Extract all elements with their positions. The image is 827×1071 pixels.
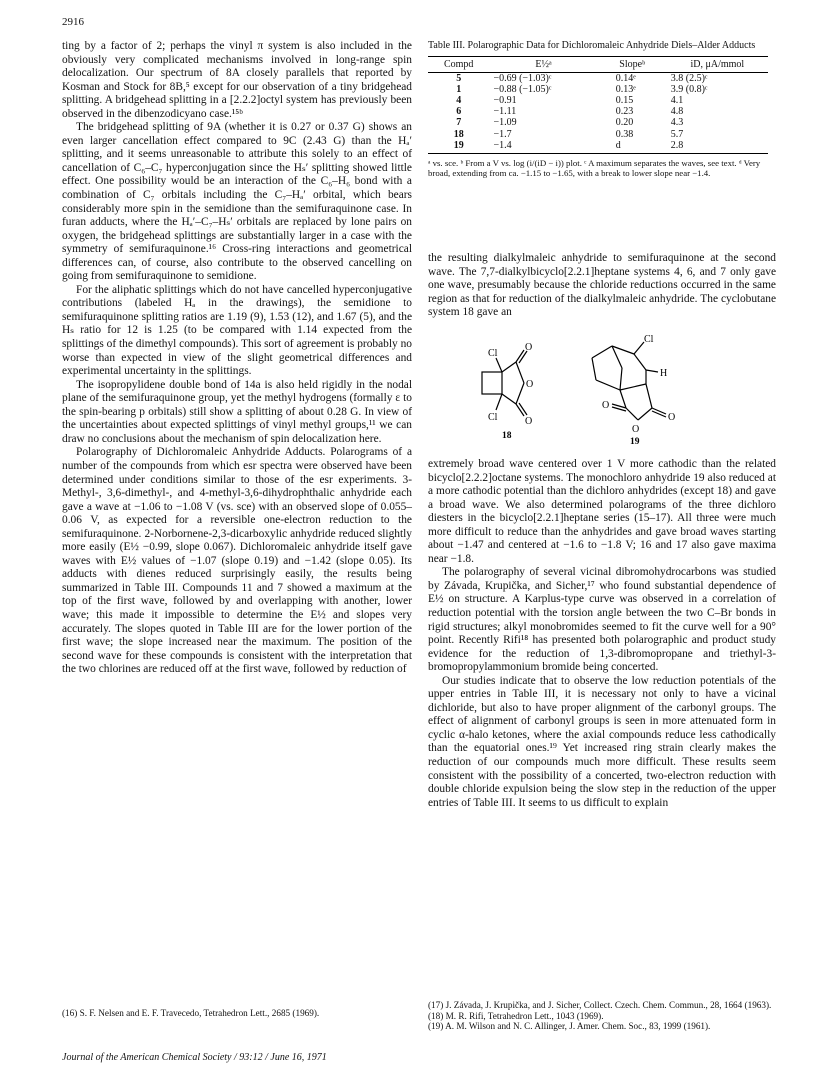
column-header: Slopeᵇ xyxy=(598,56,667,72)
atom-label: Cl xyxy=(644,334,654,345)
table-cell: 0.23 xyxy=(615,106,634,118)
atom-label: Cl xyxy=(488,348,498,359)
paragraph: the resulting dialkylmaleic anhydride to semifuraquinone at the second wave. The 7,7-dialkylbicyclo[2.2.1]heptane systems 4, 6, and 7 only gave one wave, presumably because the chloride reductions occurred in the same region as that for reduction of the dialkylmaleic anhydride. The cyclobutane system 18 gave an xyxy=(428,252,776,319)
table-cell: 7 xyxy=(456,117,462,129)
structure-label: 19 xyxy=(630,437,640,446)
structure-label: 18 xyxy=(502,431,512,440)
table-cell: 4.3 xyxy=(670,117,684,129)
table-cell: −1.7 xyxy=(493,128,512,140)
table-cell: 3.9 (0.8)ᶜ xyxy=(670,83,708,95)
table-cell: 19 xyxy=(428,140,489,154)
atom-label: H xyxy=(660,368,668,379)
atom-label: O xyxy=(632,424,640,435)
table-cell: d xyxy=(598,140,667,154)
table-cell: 2.8 xyxy=(667,140,768,154)
footnote-18: (18) M. R. Rifi, Tetrahedron Lett., 1043 (1969). xyxy=(428,1010,604,1021)
atom-label: Cl xyxy=(488,412,498,423)
table-cell: 3.8 (2.5)ᶜ xyxy=(670,72,708,84)
table-iii xyxy=(428,40,776,178)
table-cell: 0.15 xyxy=(615,94,634,106)
table-row xyxy=(428,72,768,84)
table-cell: 0.14ᵉ xyxy=(615,72,636,84)
atom-label: O xyxy=(525,416,533,427)
table-notes: ᵃ vs. sce. ᵇ From a V vs. log (i/(iD − i)) plot. ᶜ A maximum separates the waves, see text. ᵈ Very broad, extending from ca. −1.15 to −1.65, with a break to lower slope near −1.4. xyxy=(428,157,761,179)
paragraph: The bridgehead splitting of 9A (whether it is 0.27 or 0.37 G) shows an even larger cancellation effect compared to 9C (2.43 G) than the Hₐ′ splitting, and it seems unreasonable to attribute this solely to an effect of cancellation of C₆–C₇ hyperconjugation since the Hₛ′ splitting showed little effect. One possibility would be an interaction of the C₆–H₆ bond with a combination of C₇ orbitals including the C₇–Hₐ′ orbital, which bears considerably more spin in the semidione than the semifuraquinone case. In furan adducts, where the Hₐ′–C₇–Hₛ′ orbitals are replaced by lone pairs on oxygen, the bridgehead splittings are substantially larger in a case with the symmetry of semifuraquinone.¹⁶ Cross-ring interactions and geometrical differences can, of course, also contribute to the observed cancelling on going from semifuraquinone to semidione. xyxy=(62,121,412,283)
atom-label: O xyxy=(526,379,534,390)
table-title: Table III. Polarographic Data for Dichloromaleic Anhydride Diels–Alder Adducts xyxy=(428,40,756,51)
table-cell: 0.20 xyxy=(615,117,634,129)
table-row xyxy=(428,95,768,106)
column-header: Compd xyxy=(428,56,489,72)
journal-footer: Journal of the American Chemical Society / 93:12 / June 16, 1971 xyxy=(62,1052,327,1063)
table-row xyxy=(428,106,768,117)
table-cell: 18 xyxy=(453,128,464,140)
paragraph: Our studies indicate that to observe the low reduction potentials of the upper entries in Table III, it is necessary not only to have a vicinal dichloride, but also to have proper alignment of the carbonyl groups. The effect of alignment of carbonyl groups is seen in more attenuated form in cyclic α-halo ketones, where the axial compounds reduce less cathodically than the equatorial ones.¹⁹ Yet increased ring strain clearly makes the reduction of our compounds much more difficult. These results seem consistent with the possibility of a concerted, two-electron reduction with double chloride expulsion being the slow step in the reduction of the upper entries of Table III. It seems to us difficult to explain xyxy=(428,674,776,809)
structure-19-drawing xyxy=(582,328,722,446)
table-cell: −0.88 (−1.05)ᶜ xyxy=(493,83,552,95)
table-cell: 4.1 xyxy=(670,94,684,106)
page-number: 2916 xyxy=(62,16,84,28)
atom-label: O xyxy=(668,412,676,423)
table-cell: −1.09 xyxy=(493,117,517,129)
structure-18-drawing xyxy=(470,340,550,440)
table-cell: 4 xyxy=(456,94,462,106)
table-cell: 6 xyxy=(456,106,462,118)
table-row xyxy=(428,117,768,128)
table-row xyxy=(428,140,768,154)
table-cell: 0.13ᵉ xyxy=(615,83,636,95)
paragraph: The isopropylidene double bond of 14a is also held rigidly in the nodal plane of the semifuraquinone group, yet the methyl hydrogens (formally ε to the spin-bearing p orbitals) still show a splitting of about 0.28 G. In view of the uncertainties about expected splittings of vinyl methyl groups,¹¹ we can draw no conclusions about the mechanism of spin delocalization here. xyxy=(62,378,412,445)
left-column xyxy=(62,40,412,677)
table-header-row xyxy=(428,56,768,72)
paragraph: extremely broad wave centered over 1 V more cathodic than the related bicyclo[2.2.2]octane systems. The monochloro anhydride 19 also reduced at a more cathodic potential than the dichloro anhydrides (except 18) and gave a broad wave. We also determined polarograms of the three dichloro diesters in the bicyclo[2.2.1]heptane series (15–17). All three were much more difficult to reduce than the anhydrides and gave broad waves starting about −1.47 and centered at −1.6 to −1.8 V; 16 and 17 also gave maxima near −1.8. xyxy=(428,458,776,565)
paragraph: The polarography of several vicinal dibromohydrocarbons was studied by Závada, Krupička, and Sicher,¹⁷ who found substantial dependence of E½ on structure. A Karplus-type curve was observed in a correlation of reduction potential with the torsion angle between the two C–Br bonds in rigid structures; alkyl monobromides seemed to fit the curve well for a 90° point. Recently Rifi¹⁸ has presented both polarographic and product study evidence for the reduction of 1,3-dibromopropane and triethyl-3-bromopropylammonium bromide being concerted. xyxy=(428,566,776,674)
table-cell: 1 xyxy=(456,83,462,95)
column-header: E½ᵃ xyxy=(489,56,597,72)
table-cell: 5 xyxy=(456,72,462,84)
footnote-16: (16) S. F. Nelsen and E. F. Travecedo, Tetrahedron Lett., 2685 (1969). xyxy=(62,1008,320,1018)
table-row xyxy=(428,129,768,140)
footnote-17: (17) J. Závada, J. Krupička, and J. Sicher, Collect. Czech. Chem. Commun., 28, 1664 (1963). xyxy=(428,1000,772,1010)
right-column-bottom xyxy=(428,458,776,810)
right-footnotes xyxy=(428,1000,776,1032)
table-cell: −0.91 xyxy=(493,94,517,106)
table-row xyxy=(428,84,768,95)
atom-label: O xyxy=(525,342,533,353)
paragraph: Polarography of Dichloromaleic Anhydride Adducts. Polarograms of a number of the compounds from which esr spectra were observed have been determined under conditions similar to those of the esr experiments. 3-Methyl-, 3,6-dimethyl-, and 4-methyl-3,6-dihydrophthalic anhydride each gave a wave at −1.06 to −1.08 V (vs. sce) with an observed slope of 0.055–0.06 V, as expected for a reversible one-electron reduction to the semifuraquinone. 2-Norbornene-2,3-dicarboxylic anhydride reduced slightly more easily (E½ −0.99, slope 0.067). Dichloromaleic anhydride itself gave waves with E½ values of −1.07 (slope 0.19) and −1.42 (slope 0.05). Its adducts with dienes reduced surprisingly easily, the results being summarized in Table III. Compounds 11 and 7 showed a maximum at the top of the first wave, followed by and overlapping with another, lower wave; this made it impossible to determine the E½ and slopes very accurately. The slopes quoted in Table III are for the lower portion of the first wave; the slope increased near the maximum. The position of the second wave for these compounds is consistent with the interpretation that the two chlorines are reduced off at the first wave, followed by reduction of xyxy=(62,446,412,676)
right-column-top xyxy=(428,252,776,320)
paragraph: ting by a factor of 2; perhaps the vinyl π system is also included in the obviously very complicated mechanisms involved in long-range spin delocalization. Our spectrum of 8A closely parallels that reported by Kosman and Stock for 8B,⁵ except for our observation of a tiny bridgehead splitting. A bridgehead splitting in a [2.2.2]octyl system has previously been observed in the dibenzodicyano case.¹⁵ᵇ xyxy=(62,40,412,120)
table-cell: −1.11 xyxy=(493,106,517,118)
table-cell: 4.8 xyxy=(670,106,684,118)
column-header: iD, μA/mmol xyxy=(667,56,768,72)
table-cell: 5.7 xyxy=(670,128,684,140)
table-cell: 0.38 xyxy=(615,128,634,140)
paragraph: For the aliphatic splittings which do not have cancelled hyperconjugative contributions (labeled Hₐ in the drawings), the semidione to semifuraquinone splitting ratios are 1.19 (9), 1.53 (12), and 1.67 (5), and the Hₛ ratio for 12 is 1.25 (to be compared with 1.14 expected from the splittings of the dimethyl compounds). This sort of agreement is probably no worse than expected in view of the slight geometrical differences and experimental uncertainty in the splittings. xyxy=(62,283,412,378)
atom-label: O xyxy=(602,400,610,411)
table-cell: −1.4 xyxy=(489,140,597,154)
polarographic-data-table xyxy=(428,56,768,154)
left-footnote xyxy=(62,1008,412,1019)
footnote-19: (19) A. M. Wilson and N. C. Allinger, J. Amer. Chem. Soc., 83, 1999 (1961). xyxy=(428,1021,711,1032)
table-cell: −0.69 (−1.03)ᶜ xyxy=(493,72,552,84)
